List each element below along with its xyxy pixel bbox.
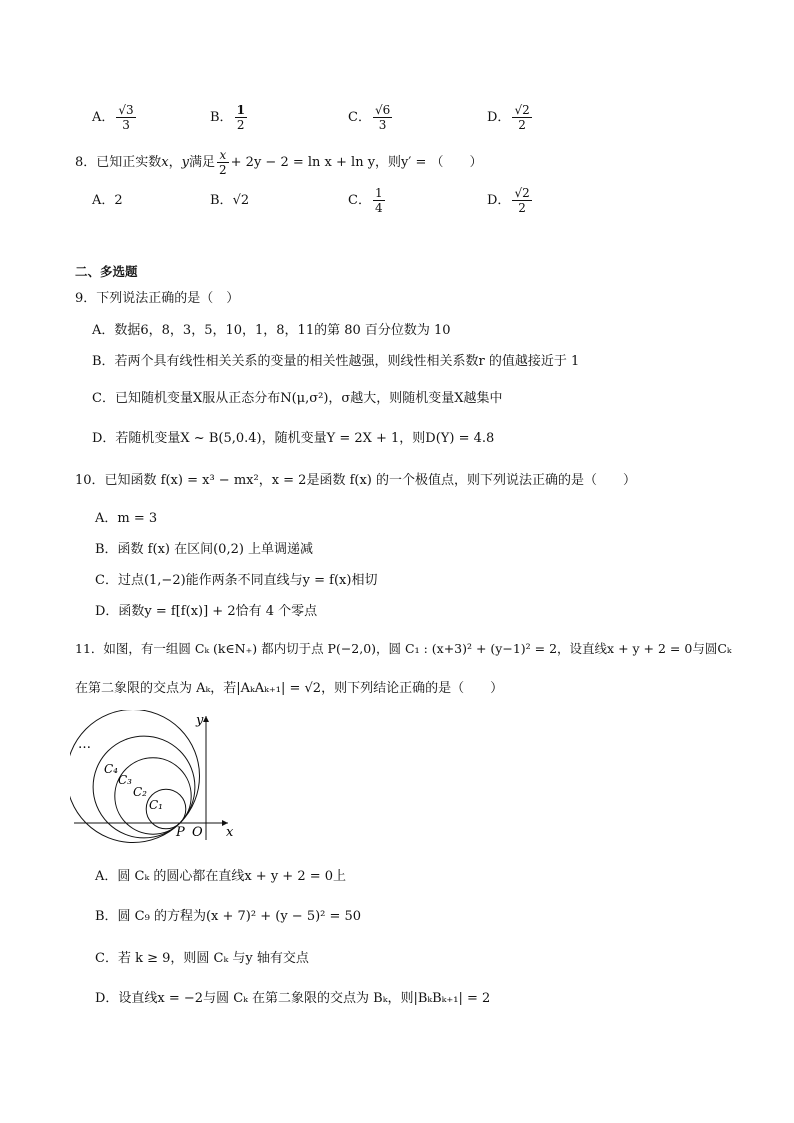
q10-option-b: B．函数 f(x) 在区间(0,2) 上单调递减 [95, 542, 314, 557]
q7-option-a [92, 103, 138, 132]
q7-option-a-fraction [116, 103, 135, 132]
q8-comma: ， [168, 155, 182, 170]
q7-option-b-den: 2 [236, 118, 245, 132]
q11-figure [70, 710, 250, 845]
q7-option-a-den: 3 [122, 118, 130, 132]
q8-option-b [210, 192, 249, 210]
label-c4: C₄ [104, 762, 118, 776]
q8-var-y: y [181, 155, 189, 170]
q7-option-a-num: √3 [118, 103, 134, 117]
q8-option-c-den: 4 [374, 201, 383, 215]
q8-option-d-den: 2 [518, 201, 526, 215]
label-y: y [196, 713, 204, 728]
q8-option-c-fraction [373, 186, 385, 215]
q11-stem-line2: 在第二象限的交点为 Aₖ，若|AₖAₖ₊₁| = √2，则下列结论正确的是（ ） [75, 681, 504, 696]
q8-option-c-num: 1 [374, 186, 383, 200]
q8-option-c-label: C． [348, 193, 371, 208]
q8-frac-num: x [217, 148, 229, 163]
q11-option-d: D．设直线x = −2与圆 Cₖ 在第二象限的交点为 Bₖ，则|BₖBₖ₊₁| = 2 [95, 991, 491, 1006]
q10-option-d: D．函数y = f[f(x)] + 2恰有 4 个零点 [95, 604, 318, 619]
q8-option-a-label: A． [92, 193, 115, 208]
q7-option-c-fraction [373, 103, 392, 132]
label-p: P [176, 825, 185, 840]
q9-option-d: D．若随机变量X ~ B(5,0.4)，随机变量Y = 2X + 1，则D(Y) = 4.8 [92, 431, 495, 446]
q8-cond: 满足 [189, 155, 216, 170]
q7-option-d [487, 103, 534, 132]
q8-option-d-label: D． [487, 193, 511, 208]
q10-stem: 10．已知函数 f(x) = x³ − mx²，x = 2是函数 f(x) 的一个极值点，则下列说法正确的是（ ） [75, 473, 636, 488]
q10-option-a: A．m = 3 [95, 511, 158, 526]
q9-option-c: C．已知随机变量X服从正态分布N(μ,σ²)，σ越大，则随机变量X越集中 [92, 391, 503, 406]
q8-option-b-label: B． [210, 193, 233, 208]
q11-option-b: B．圆 C₉ 的方程为(x + 7)² + (y − 5)² = 50 [95, 909, 362, 924]
q7-option-d-label: D． [487, 110, 511, 125]
q8-option-a-text: 2 [114, 193, 123, 208]
q9-option-a: A．数据6，8，3，5，10，1，8，11的第 80 百分位数为 10 [92, 323, 451, 338]
q7-option-c-label: C． [348, 110, 371, 125]
q8-option-b-text: √2 [232, 193, 250, 208]
q7-option-b-fraction [235, 103, 247, 132]
label-x: x [226, 825, 234, 840]
q8-option-c [348, 186, 387, 215]
q8-option-d-num: √2 [514, 186, 530, 200]
q8-var-x: x [161, 155, 169, 170]
q9-option-b: B．若两个具有线性相关关系的变量的相关性越强，则线性相关系数r 的值越接近于 1 [92, 354, 580, 369]
label-origin: O [192, 825, 203, 840]
q8-option-d-fraction [512, 186, 531, 215]
section-title: 二、多选题 [75, 264, 138, 279]
q8-fraction [217, 148, 229, 177]
q7-option-b [210, 103, 249, 132]
figure-ellipsis: … [78, 737, 91, 752]
q8-stem [75, 148, 483, 177]
label-c2: C₂ [133, 785, 147, 799]
q11-option-c: C．若 k ≥ 9，则圆 Cₖ 与y 轴有交点 [95, 951, 309, 966]
q11-stem-line1: 11．如图，有一组圆 Cₖ (k∈N₊) 都内切于点 P(−2,0)，圆 C₁ : (x+3)² + (y−1)² = 2，设直线x + y + 2 = 0与圆Cₖ [75, 641, 732, 656]
q7-option-c [348, 103, 394, 132]
q8-tail: ，则y′ = （ ） [375, 155, 483, 170]
q7-option-c-num: √6 [374, 103, 391, 117]
q7-option-d-den: 2 [518, 118, 526, 132]
q7-option-b-num: 1 [236, 103, 245, 117]
q9-stem: 9．下列说法正确的是（ ） [75, 291, 240, 306]
label-c3: C₃ [118, 773, 132, 787]
q11-option-a: A．圆 Cₖ 的圆心都在直线x + y + 2 = 0上 [95, 869, 347, 884]
y-axis-arrow [203, 716, 209, 722]
q10-option-c: C．过点(1,−2)能作两条不同直线与y = f(x)相切 [95, 573, 378, 588]
q8-equation: + 2y − 2 = ln x + ln y [230, 155, 376, 170]
q8-option-a [92, 192, 123, 210]
q8-stem-pre: 8．已知正实数 [75, 155, 162, 170]
q7-option-d-num: √2 [514, 103, 530, 117]
q7-option-a-label: A． [92, 110, 115, 125]
q7-option-c-den: 3 [378, 118, 387, 132]
q7-option-d-fraction [512, 103, 531, 132]
q8-option-d [487, 186, 534, 215]
label-c1: C₁ [149, 798, 163, 812]
q8-frac-den: 2 [219, 163, 227, 177]
q7-option-b-label: B． [210, 110, 233, 125]
